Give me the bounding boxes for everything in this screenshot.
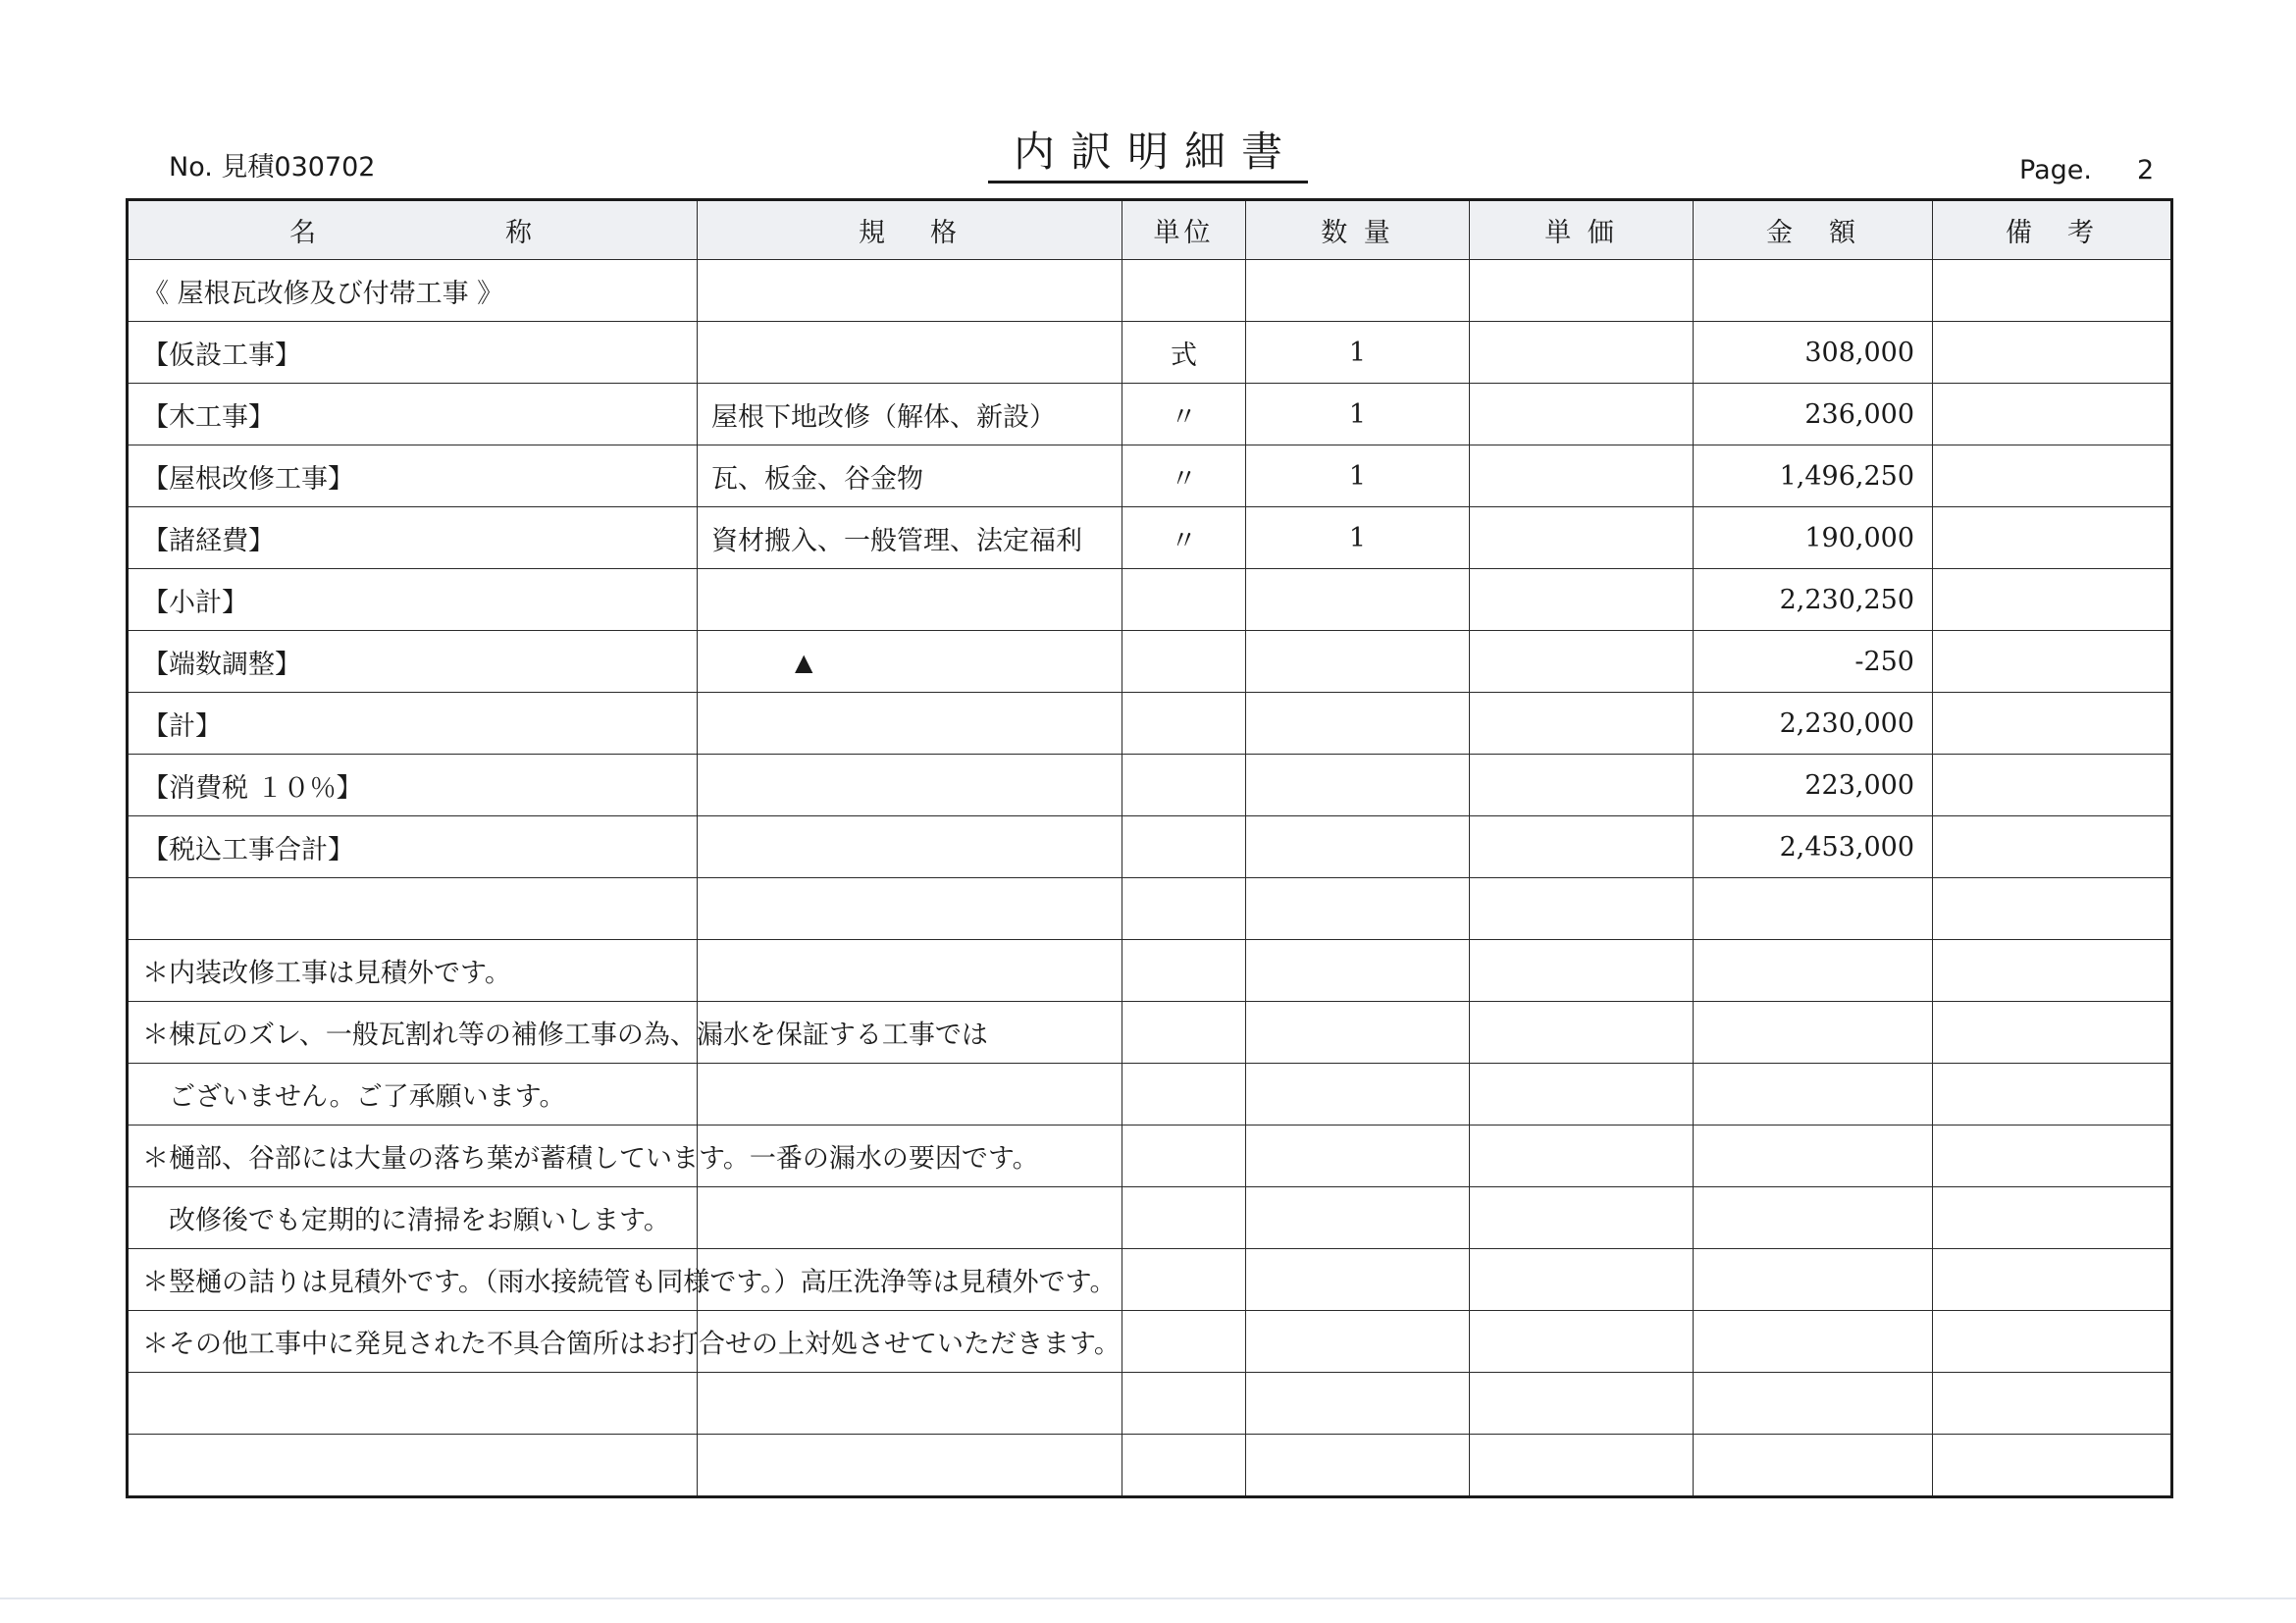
cell-remark — [1933, 260, 2172, 322]
cell-price — [1470, 940, 1694, 1002]
cell-price — [1470, 1002, 1694, 1064]
cell-unit — [1122, 631, 1246, 693]
cell-amount — [1694, 1435, 1933, 1497]
cell-amount: 2,230,250 — [1694, 569, 1933, 631]
cell-price — [1470, 1187, 1694, 1249]
cell-spec: 屋根下地改修（解体、新設） — [698, 384, 1122, 445]
cell-price — [1470, 1249, 1694, 1311]
cell-price — [1470, 507, 1694, 569]
cell-unit — [1122, 569, 1246, 631]
table-row — [128, 384, 2172, 445]
cell-qty — [1246, 1126, 1470, 1187]
cell-unit — [1122, 1064, 1246, 1126]
cell-spec — [698, 1064, 1122, 1126]
cell-remark — [1933, 1435, 2172, 1497]
cell-qty — [1246, 1249, 1470, 1311]
note-row — [128, 1435, 2172, 1497]
cell-name — [128, 1064, 698, 1126]
cell-unit — [1122, 1002, 1246, 1064]
cell-remark — [1933, 1187, 2172, 1249]
cell-name — [128, 940, 698, 1002]
cell-qty: 1 — [1246, 384, 1470, 445]
cell-remark — [1933, 1311, 2172, 1373]
cell-spec — [698, 569, 1122, 631]
col-header-amount: 金 額 — [1694, 200, 1933, 260]
cell-remark — [1933, 878, 2172, 940]
cell-qty — [1246, 260, 1470, 322]
note-row — [128, 1002, 2172, 1064]
cell-qty — [1246, 1002, 1470, 1064]
note-row — [128, 940, 2172, 1002]
cell-amount — [1694, 1249, 1933, 1311]
table-row — [128, 322, 2172, 384]
cell-spec — [698, 816, 1122, 878]
cell-price — [1470, 1064, 1694, 1126]
col-header-name: 名 称 — [128, 200, 698, 260]
cell-spec — [698, 693, 1122, 755]
cell-name: 【消費税 １０％】 — [128, 755, 698, 816]
cell-qty: 1 — [1246, 445, 1470, 507]
cell-remark — [1933, 384, 2172, 445]
cell-amount — [1694, 1311, 1933, 1373]
cell-amount — [1694, 940, 1933, 1002]
cell-qty: 1 — [1246, 322, 1470, 384]
cell-name — [128, 1435, 698, 1497]
cell-spec — [698, 940, 1122, 1002]
cell-unit: 〃 — [1122, 445, 1246, 507]
cell-price — [1470, 755, 1694, 816]
note-row — [128, 1249, 2172, 1311]
cell-amount — [1694, 878, 1933, 940]
header-row — [128, 200, 2172, 260]
note-row — [128, 1373, 2172, 1435]
page-indicator — [2019, 155, 2154, 185]
cell-name — [128, 1126, 1039, 1187]
cell-amount: 190,000 — [1694, 507, 1933, 569]
cell-unit: 式 — [1122, 322, 1246, 384]
cell-qty — [1246, 1064, 1470, 1126]
cell-remark — [1933, 631, 2172, 693]
cell-remark — [1933, 1249, 2172, 1311]
cell-qty: 1 — [1246, 507, 1470, 569]
note-text: ＊棟瓦のズレ、一般瓦割れ等の補修工事の為、漏水を保証する工事では — [142, 1020, 988, 1051]
cell-amount: 236,000 — [1694, 384, 1933, 445]
table-row — [128, 507, 2172, 569]
cell-name: 【端数調整】 — [128, 631, 698, 693]
col-header-qty: 数 量 — [1246, 200, 1470, 260]
cell-name — [128, 1002, 988, 1064]
cell-spec — [698, 1373, 1122, 1435]
col-header-spec: 規 格 — [698, 200, 1122, 260]
cell-qty — [1246, 631, 1470, 693]
cell-qty — [1246, 1187, 1470, 1249]
cell-price — [1470, 445, 1694, 507]
cell-remark — [1933, 445, 2172, 507]
cell-name — [128, 878, 698, 940]
cell-amount: -250 — [1694, 631, 1933, 693]
cell-spec — [698, 322, 1122, 384]
table-row — [128, 260, 2172, 322]
note-text: ＊竪樋の詰りは見積外です。（雨水接続管も同様です。）高圧洗浄等は見積外です。 — [142, 1267, 1117, 1298]
cell-name — [128, 1249, 1117, 1311]
cell-qty — [1246, 1435, 1470, 1497]
document-title: 内訳明細書 — [988, 120, 1308, 183]
cell-spec — [698, 878, 1122, 940]
note-text: ございません。ご了承願います。 — [142, 1081, 566, 1113]
cell-remark — [1933, 1373, 2172, 1435]
itemized-estimate-table — [126, 198, 2173, 1498]
cell-qty — [1246, 1373, 1470, 1435]
cell-spec — [698, 631, 1122, 693]
cell-spec — [698, 755, 1122, 816]
cell-amount — [1694, 1373, 1933, 1435]
note-row — [128, 1064, 2172, 1126]
note-row — [128, 1126, 2172, 1187]
cell-name: 【小計】 — [128, 569, 698, 631]
table-row — [128, 693, 2172, 755]
cell-name — [128, 1373, 698, 1435]
cell-qty — [1246, 569, 1470, 631]
cell-name: 【計】 — [128, 693, 698, 755]
cell-spec — [698, 260, 1122, 322]
cell-remark — [1933, 1126, 2172, 1187]
cell-unit — [1122, 1373, 1246, 1435]
cell-name — [128, 1311, 1121, 1373]
page-number: 2 — [2136, 155, 2155, 185]
cell-price — [1470, 1311, 1694, 1373]
cell-spec: 瓦、板金、谷金物 — [698, 445, 1122, 507]
col-header-unit: 単位 — [1122, 200, 1246, 260]
cell-spec — [698, 1187, 1122, 1249]
cell-unit: 〃 — [1122, 384, 1246, 445]
note-text: 改修後でも定期的に清掃をお願いします。 — [142, 1205, 670, 1236]
note-text: ＊内装改修工事は見積外です。 — [142, 958, 511, 989]
cell-amount — [1694, 1187, 1933, 1249]
cell-amount: 2,230,000 — [1694, 693, 1933, 755]
cell-price — [1470, 878, 1694, 940]
col-header-unit-price: 単 価 — [1470, 200, 1694, 260]
cell-amount — [1694, 1064, 1933, 1126]
cell-price — [1470, 693, 1694, 755]
document-title-wrap — [0, 120, 2296, 183]
cell-unit — [1122, 260, 1246, 322]
cell-remark — [1933, 322, 2172, 384]
cell-qty — [1246, 878, 1470, 940]
cell-remark — [1933, 693, 2172, 755]
cell-amount — [1694, 260, 1933, 322]
cell-qty — [1246, 816, 1470, 878]
cell-price — [1470, 260, 1694, 322]
page-label: Page. — [2019, 155, 2092, 185]
note-row — [128, 1311, 2172, 1373]
triangle-marker-icon: ▲ — [795, 648, 813, 676]
cell-remark — [1933, 1064, 2172, 1126]
cell-price — [1470, 816, 1694, 878]
cell-price — [1470, 1126, 1694, 1187]
cell-amount: 1,496,250 — [1694, 445, 1933, 507]
cell-unit — [1122, 1435, 1246, 1497]
cell-price — [1470, 569, 1694, 631]
cell-unit — [1122, 816, 1246, 878]
scan-edge — [0, 1597, 2296, 1599]
cell-qty — [1246, 940, 1470, 1002]
table-row — [128, 631, 2172, 693]
note-text: ＊樋部、谷部には大量の落ち葉が蓄積しています。一番の漏水の要因です。 — [142, 1143, 1039, 1175]
cell-price — [1470, 1435, 1694, 1497]
table-row — [128, 445, 2172, 507]
cell-name: 【諸経費】 — [128, 507, 698, 569]
cell-unit — [1122, 1126, 1246, 1187]
cell-unit — [1122, 1187, 1246, 1249]
cell-name — [128, 1187, 698, 1249]
table-body — [128, 260, 2172, 1497]
cell-price — [1470, 1373, 1694, 1435]
cell-unit — [1122, 878, 1246, 940]
cell-price — [1470, 631, 1694, 693]
cell-price — [1470, 384, 1694, 445]
cell-unit — [1122, 940, 1246, 1002]
cell-qty — [1246, 1311, 1470, 1373]
cell-price — [1470, 322, 1694, 384]
cell-remark — [1933, 507, 2172, 569]
cell-unit — [1122, 755, 1246, 816]
estimate-number: No. 見積030702 — [169, 152, 376, 183]
col-header-remarks: 備 考 — [1933, 200, 2172, 260]
note-row — [128, 1187, 2172, 1249]
table-row — [128, 755, 2172, 816]
cell-remark — [1933, 569, 2172, 631]
cell-spec: 資材搬入、一般管理、法定福利 — [698, 507, 1122, 569]
cell-name: 【税込工事合計】 — [128, 816, 698, 878]
cell-remark — [1933, 755, 2172, 816]
table-row — [128, 569, 2172, 631]
cell-unit: 〃 — [1122, 507, 1246, 569]
cell-amount: 2,453,000 — [1694, 816, 1933, 878]
cell-amount — [1694, 1002, 1933, 1064]
note-row — [128, 878, 2172, 940]
note-text: ＊その他工事中に発見された不具合箇所はお打合せの上対処させていただきます。 — [142, 1329, 1121, 1360]
cell-qty — [1246, 693, 1470, 755]
cell-name: 【木工事】 — [128, 384, 698, 445]
cell-amount — [1694, 1126, 1933, 1187]
table-row — [128, 816, 2172, 878]
cell-amount: 223,000 — [1694, 755, 1933, 816]
cell-spec — [698, 1435, 1122, 1497]
cell-remark — [1933, 940, 2172, 1002]
cell-unit — [1122, 1249, 1246, 1311]
cell-unit — [1122, 1311, 1246, 1373]
cell-remark — [1933, 1002, 2172, 1064]
cell-name: 【屋根改修工事】 — [128, 445, 698, 507]
cell-qty — [1246, 755, 1470, 816]
cell-name: 《 屋根瓦改修及び付帯工事 》 — [128, 260, 698, 322]
cell-name: 【仮設工事】 — [128, 322, 698, 384]
cell-unit — [1122, 693, 1246, 755]
cell-remark — [1933, 816, 2172, 878]
cell-amount: 308,000 — [1694, 322, 1933, 384]
